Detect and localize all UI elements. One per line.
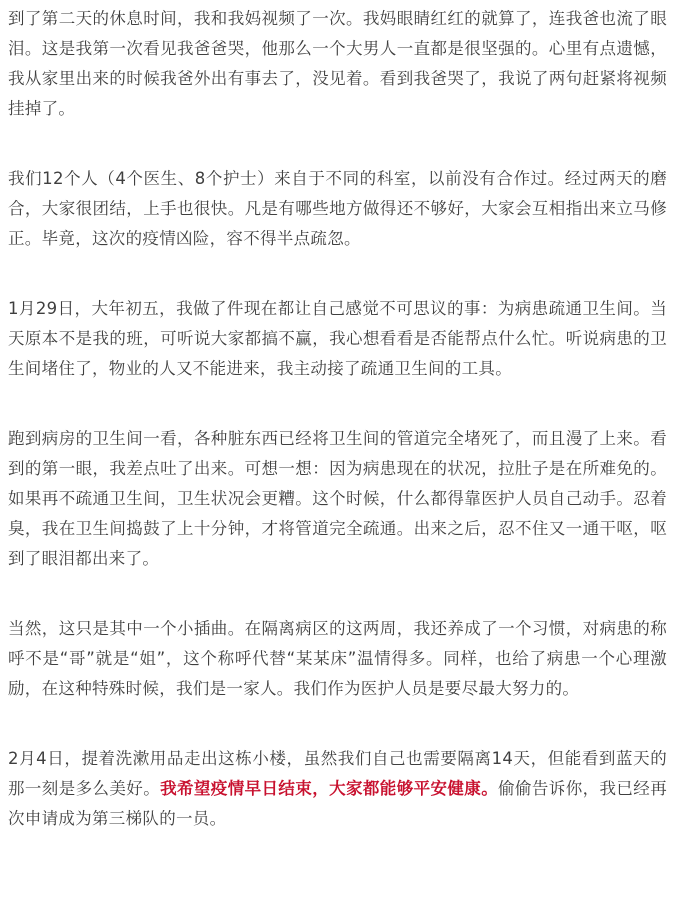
paragraph-team: 我们12个人（4个医生、8个护士）来自于不同的科室，以前没有合作过。经过两天的磨合，大家很团结，上手也很快。凡是有哪些地方做得还不够好，大家会互相指出来立马修正。毕竟，这次的疫情凶险，容不得半点疏忽。 bbox=[8, 169, 667, 248]
paragraph-feb4-text: 2月4日，提着洗漱用品走出这栋小楼，虽然我们自己也需要隔离14天，但能看到蓝天的那一刻是多么美好。 bbox=[8, 749, 667, 798]
paragraph-video-call: 到了第二天的休息时间，我和我妈视频了一次。我妈眼睛红红的就算了，连我爸也流了眼泪。这是我第一次看见我爸爸哭，他那么一个大男人一直都是很坚强的。心里有点遗憾，我从家里出来的时候我爸外出有事去了，没见着。看到我爸哭了，我说了两句赶紧将视频挂掉了。 bbox=[8, 9, 667, 118]
paragraph-family: 当然，这只是其中一个小插曲。在隔离病区的这两周，我还养成了一个习惯，对病患的称呼不是“哥”就是“姐”，这个称呼代替“某某床”温情得多。同样，也给了病患一个心理激励，在这种特殊时候，我们是一家人。我们作为医护人员是要尽最大努力的。 bbox=[8, 619, 667, 698]
paragraph-bathroom: 跑到病房的卫生间一看，各种脏东西已经将卫生间的管道完全堵死了，而且漫了上来。看到的第一眼，我差点吐了出来。可想一想：因为病患现在的状况，拉肚子是在所难免的。如果再不疏通卫生间，卫生状况会更糟。这个时候，什么都得靠医护人员自己动手。忍着臭，我在卫生间捣鼓了上十分钟，才将管道完全疏通。出来之后，忍不住又一通干呕，呕到了眼泪都出来了。 bbox=[8, 429, 667, 568]
paragraph-feb4-ending: 偷偷告诉你，我已经再次申请成为第三梯队的一员。 bbox=[8, 779, 668, 828]
paragraph-jan29: 1月29日，大年初五，我做了件现在都让自己感觉不可思议的事：为病患疏通卫生间。当天原本不是我的班，可听说大家都搞不赢，我心想看看是否能帮点什么忙。听说病患的卫生间堵住了，物业的人又不能进来，我主动接了疏通卫生间的工具。 bbox=[8, 299, 667, 378]
highlighted-wish: 我希望疫情早日结束，大家都能够平安健康。 bbox=[160, 779, 499, 798]
paragraph-feb4 bbox=[8, 744, 667, 834]
